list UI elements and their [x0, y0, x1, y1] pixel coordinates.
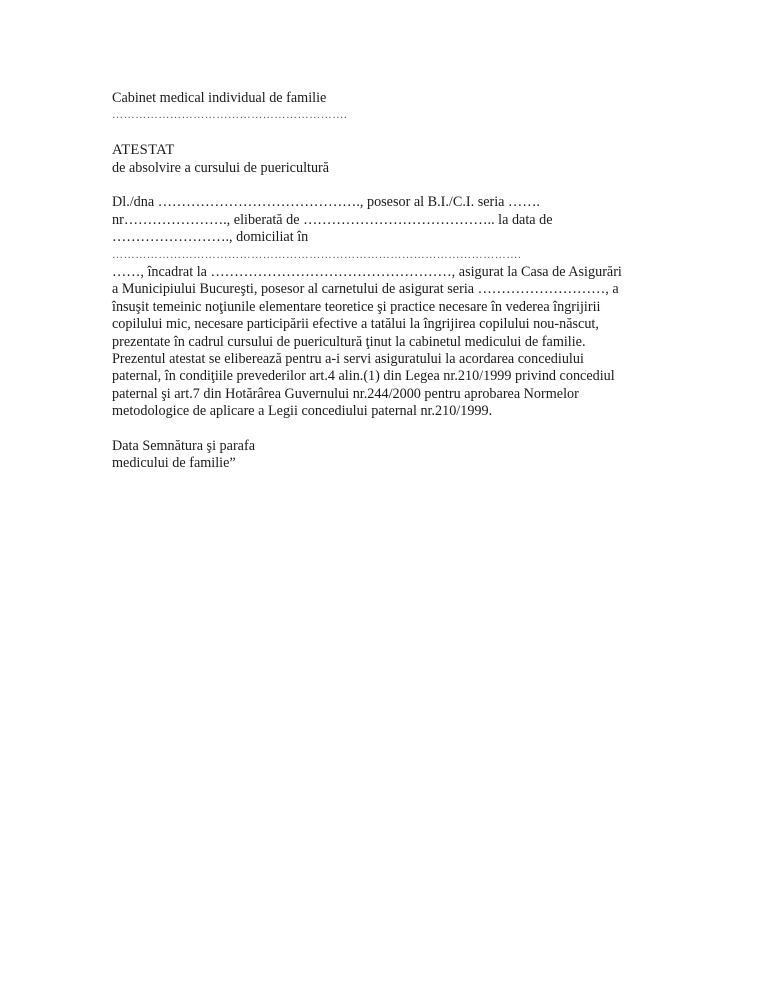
- cabinet-dots: …………………………………………………….: [112, 109, 348, 122]
- body-line: a Municipiului Bucureşti, posesor al carnetului de asigurat seria ………………………, a: [112, 281, 619, 298]
- body-line: Dl./dna ……………………………………., posesor al B.I./C.I. seria …….: [112, 194, 540, 211]
- body-line: prezentate în cadrul cursului de puericultură ţinut la cabinetul medicului de familie.: [112, 333, 586, 350]
- spacer: [112, 177, 652, 194]
- cabinet-label: Cabinet medical individual de familie: [112, 90, 327, 106]
- spacer: [112, 421, 652, 438]
- body-line: metodologice de aplicare a Legii concediului paternal nr.210/1999.: [112, 403, 493, 420]
- body-line: Prezentul atestat se eliberează pentru a-i servi asiguratului la acordarea concediului: [112, 351, 584, 368]
- document-title: ATESTAT: [112, 142, 175, 159]
- body-line: paternal şi art.7 din Hotărârea Guvernului nr.244/2000 pentru aprobarea Normelor: [112, 385, 579, 402]
- body-line: însuşit temeinic noţiunile elementare teoretice şi practice necesare în vederea îngrijirii: [112, 298, 601, 315]
- body-line: paternal, în condiţiile prevederilor art.4 alin.(1) din Legea nr.210/1999 privind concediul: [112, 368, 615, 385]
- body-line: ……, încadrat la ……………………………………………, asigurat la Casa de Asigurări: [112, 264, 622, 281]
- body-line: nr…………………., eliberată de ………………………………….. la data de: [112, 211, 553, 228]
- body-line: …………………………………………………………………………………………….: [112, 248, 522, 261]
- body-line: ……………………., domiciliat în: [112, 229, 309, 246]
- body-line: copilului mic, necesare participării efective a tatălui la îngrijirea copilului nou-născut,: [112, 316, 599, 333]
- signature-sublabel: medicului de familie”: [112, 455, 236, 472]
- signature-label: Data Semnătura şi parafa: [112, 438, 255, 455]
- document-subtitle: de absolvire a cursului de puericultură: [112, 159, 330, 176]
- body-paragraph: [112, 194, 652, 420]
- spacer: [112, 125, 652, 142]
- document-page: [112, 90, 652, 473]
